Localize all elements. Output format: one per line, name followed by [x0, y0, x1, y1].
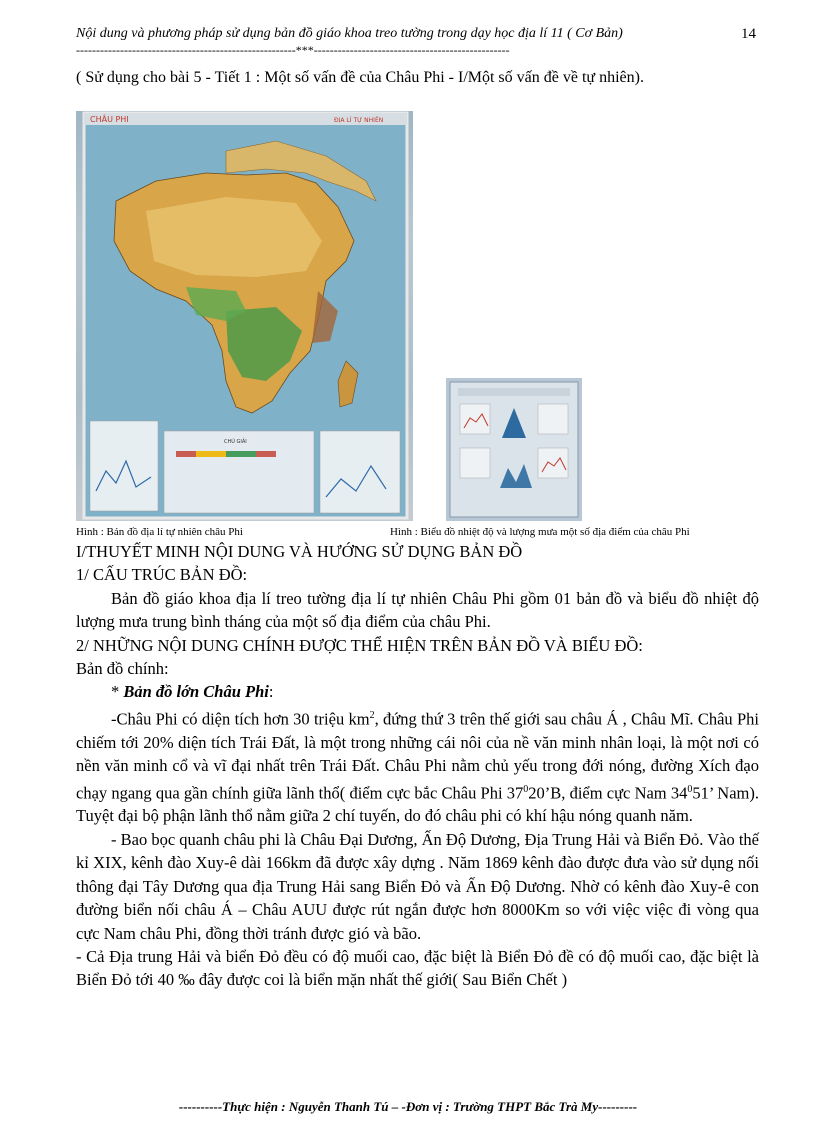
superscript: 0 [687, 783, 693, 795]
map-subtitle: ĐỊA LÍ TỰ NHIÊN [334, 117, 384, 124]
legend-title: CHÚ GIẢI [224, 439, 247, 445]
africa-physical-map-photo [76, 111, 413, 521]
bullet-big-map [76, 680, 759, 703]
text-run: 20’B, điểm cực Nam 34 [528, 783, 688, 803]
figure-caption-map: Hình : Bản đồ địa lí tự nhiên châu Phi [76, 526, 243, 538]
running-header: Nội dung và phương pháp sử dụng bản đồ giáo khoa treo tường trong dạy học địa lí 11 ( Cơ Bản) [76, 26, 623, 41]
section-heading-2: 1/ CẤU TRÚC BẢN ĐỒ: [76, 565, 248, 585]
footer: ----------Thực hiện : Nguyễn Thanh Tú – -Đơn vị : Trường THPT Bắc Trà My--------- [178, 1099, 638, 1114]
paragraph-structure: Bản đồ giáo khoa địa lí treo tường địa lí tự nhiên Châu Phi gồm 01 bản đồ và biểu đồ nhiệt độ lượng mưa trung bình tháng của một số địa điểm của châu Phi. [76, 588, 759, 632]
map-title: CHÂU PHI [90, 115, 129, 124]
text-run: -Châu Phi có diện tích hơn 30 triệu km [111, 709, 370, 729]
climate-charts-photo [446, 378, 582, 521]
paragraph-surrounding-seas: - Bao bọc quanh châu phi là Châu Đại Dương, Ấn Độ Dương, Địa Trung Hải và Biển Đỏ. Vào thế kỉ XIX, kênh đào Xuy-ê dài 166km đã được xây dựng . Năm 1869 kênh đào được đưa vào sử dụng nối thông đại Tây Dương qua địa Trung Hải sang Biển Đỏ và Ấn Độ Dương. Nhờ có kênh đào Xuy-ê con đường biển nối châu Á – Châu AUU được rút ngắn được hơn 8000Km so với việc việc đi vòng qua cực Nam châu Phi, đồng thời tránh được gió và bão. [76, 829, 759, 943]
bullet-colon: : [268, 682, 274, 702]
text-run: , đứng thứ 3 trên thế giới sau châu Á , Châu Mĩ. Châu Phi chiếm tới 20% diện tích Trái Đất, là một trong những cái nôi của nề văn minh nhân loại, là một nơi có nền văn minh cổ và vĩ đại nhất trên Trái Đất. Châu Phi nằm chủ yếu trong đới nóng, đường Xích đạo chạy ngang qua gần chính giữa lãnh thổ( điểm cực bắc Châu Phi 37 [76, 709, 760, 803]
text-run: 51’ Nam). Tuyệt đại bộ phận lãnh thổ nằm giữa 2 chí tuyến, do đó châu phi có khí hậu nóng quanh năm. [76, 783, 760, 826]
superscript: 0 [523, 783, 529, 795]
section-heading-1: I/THUYẾT MINH NỘI DUNG VÀ HƯỚNG SỬ DỤNG BẢN ĐỒ [76, 542, 523, 561]
figure-caption-charts: Hình : Biểu đồ nhiệt độ và lượng mưa một số địa điểm của châu Phi [390, 526, 690, 538]
paragraph-salinity: - Cả Địa trung Hải và biển Đỏ đều có độ muối cao, đặc biệt là Biển Đỏ đề có độ muối cao, đặc biệt là Biển Đỏ tới 40 ‰ đây được coi là biển mặn nhất thế giới( Sau Biển Chết ) [76, 946, 759, 990]
bullet-title: Bản đồ lớn Châu Phi [123, 682, 269, 702]
section-heading-3: 2/ NHỮNG NỘI DUNG CHÍNH ĐƯỢC THỂ HIỆN TRÊN BẢN ĐỒ VÀ BIỂU ĐỒ: [76, 635, 643, 655]
paragraph-area [76, 704, 759, 828]
header-separator: -------------------------------------------------------***------------------------------------------------- [76, 43, 510, 57]
lesson-subtitle: ( Sử dụng cho bài 5 - Tiết 1 : Một số vấn đề của Châu Phi - I/Một số vấn đề về tự nhiên). [76, 69, 644, 86]
subheading-main-map: Bản đồ chính: [76, 659, 169, 679]
bullet-star: * [111, 682, 124, 702]
document-body [76, 540, 759, 992]
page-number: 14 [741, 26, 756, 42]
superscript: 2 [369, 709, 375, 721]
